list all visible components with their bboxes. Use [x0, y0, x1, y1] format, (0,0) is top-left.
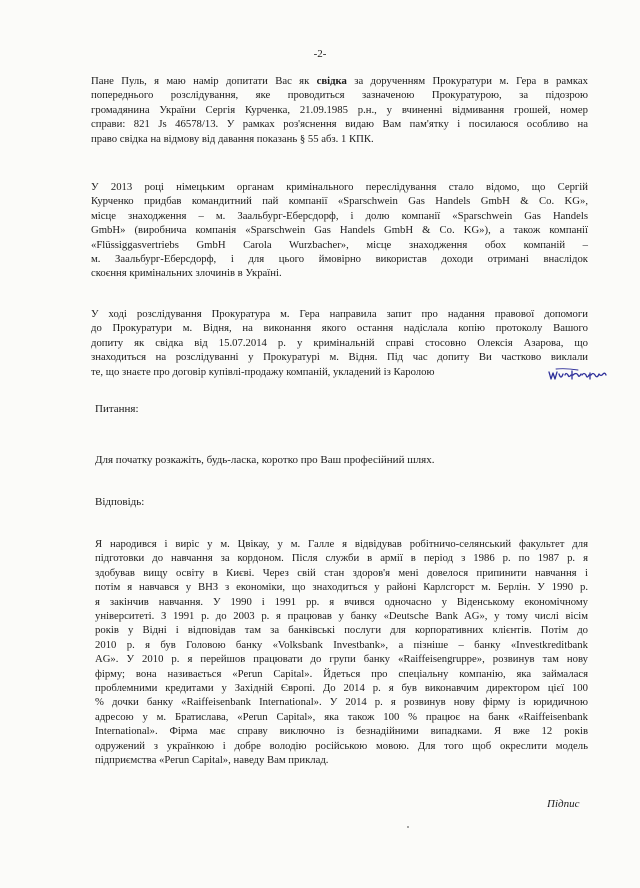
intro-line: справи: 821 Js 46578/13. У рамках роз'яснення видаю Вам пам'ятку і посилаюся особливо на	[91, 118, 588, 131]
question-text: Для початку розкажіть, будь-ласка, коротко про Ваш професійний шлях.	[95, 454, 435, 466]
answer-line: здобував вищу освіту в Києві. Через свій стан здоров'я мені довелося припинити навчання і	[95, 566, 588, 579]
investigation-line: допиту як свідка від 15.07.2014 р. у кримінальній справі стосовно Олексія Азарова, що	[91, 336, 588, 349]
answer-line: потім я навчався у ВНЗ з економіки, що знаходиться у районі Карлсгорст м. Берлін. У 1990 р.	[95, 581, 588, 594]
background-line: м. Заальбург-Еберсдорф, і для цього ймовірно використав доходи отримані внаслідок	[91, 253, 588, 266]
background-line: У 2013 році німецьким органам кримінального переслідування стало відомо, що Сергій	[91, 181, 588, 193]
signature-label: Підпис	[547, 798, 580, 810]
answer-line: підприємства «Perun Capital», наведу Вам приклад.	[95, 754, 329, 767]
background-line: GmbH» (виробнича компанія «Sparschwein Gas Handels GmbH & Co. KG»), а також компанії	[91, 224, 588, 237]
intro-paragraph	[91, 74, 588, 146]
investigation-line: знаходиться на розслідуванні у Прокуратурі м. Відня. Під час допиту Ви частково виклали	[91, 351, 588, 364]
answer-line: я закінчив навчання. У 1990 і 1991 рр. я вчився одночасно у Віденському економічному	[95, 595, 588, 608]
answer-line: % дочки банку «Raiffeisenbank International». У 2014 р. я розвинув нову фірму із юридичною	[95, 696, 588, 709]
answer-line: International». Фірма має справу виключно із безнадійними випадками. Я вже 12 років	[95, 725, 588, 738]
answer-line: 2010 р. я був Головою банку «Volksbank Investbank», а пізніше – банку «Investkreditbank	[95, 638, 588, 651]
intro-line: попереднього розслідування, яке проводиться зазначеною Прокуратурою, за підозрою	[91, 89, 588, 102]
scan-speck	[407, 826, 409, 828]
answer-line: проблемними кредитами у Західній Європі. До 2014 р. я був виконавчим директором цієї 100	[95, 682, 588, 695]
background-line: скоєння кримінальних злочинів в Україні.	[91, 267, 282, 280]
background-line: Курченко придбав командитний пай компанії «Sparschwein Gas Handels GmbH & Co. KG»,	[91, 195, 588, 208]
answer-line: фірму; вона називається «Perun Capital». Йдеться про спеціальну компанію, яка займалася	[95, 667, 588, 680]
answer-paragraph	[95, 537, 588, 768]
investigation-line: те, що знаєте про договір купівлі-продажу компаній, укладений із Каролою	[91, 365, 435, 378]
intro-line: право свідка на відмову від давання показань § 55 абз. 1 КПК.	[91, 132, 374, 145]
background-paragraph	[91, 180, 588, 281]
intro-line: Пане Пуль, я маю намір допитати Вас як свідка за дорученням Прокуратури м. Гера в рамках	[91, 75, 589, 87]
answer-line: університеті. З 1991 р. до 2003 р. я працював у банку «Deutsche Bank AG», у тому числі вісім	[95, 610, 588, 623]
answer-line: одружений з українкою і добре володію російською мовою. Для того щоб окреслити модель	[95, 739, 588, 752]
investigation-line: У ході розслідування Прокуратура м. Гера направила запит про надання правової допомоги	[91, 308, 588, 320]
answer-line: AG». У 2010 р. я перейшов працювати до групи банку «Raiffeisengruppe», розвинув там нову	[95, 653, 588, 666]
background-line: «Flüssiggasvertriebs GmbH Carola Wurzbacher», місце знаходження обох компаній –	[91, 238, 588, 251]
emphasis-witness: свідка	[316, 75, 347, 87]
answer-line: Я народився і виріс у м. Цвікау, у м. Галле я відвідував робітничо-селянський факультет для	[95, 538, 588, 550]
handwritten-name-scribble	[548, 368, 608, 382]
answer-label: Відповідь:	[95, 496, 145, 508]
intro-line: громадянина України Сергія Курченка, 21.09.1985 р.н., у вчиненні відмивання грошей, номер	[91, 103, 588, 116]
answer-line: підготовки до навчання за кордоном. Після служби в армії в період з 1986 р. по 1987 р. я	[95, 552, 588, 565]
investigation-paragraph	[91, 307, 588, 379]
background-line: місце знаходження – м. Заальбург-Еберсдорф, і долю компанії «Sparschwein Gas Handels	[91, 209, 588, 222]
answer-line: років у Відні і відповідав там за банківські послуги для корпоративних клієнтів. Потім до	[95, 624, 588, 637]
page-number: -2-	[313, 48, 327, 60]
investigation-line: до Прокуратури м. Відня, на виконання якого остання надіслала копію протоколу Вашого	[91, 322, 588, 335]
question-label: Питання:	[95, 403, 139, 415]
answer-line: адресою у м. Братислава, «Perun Capital», яка також 100 % працює на банк «Raiffeisenbank	[95, 710, 588, 723]
